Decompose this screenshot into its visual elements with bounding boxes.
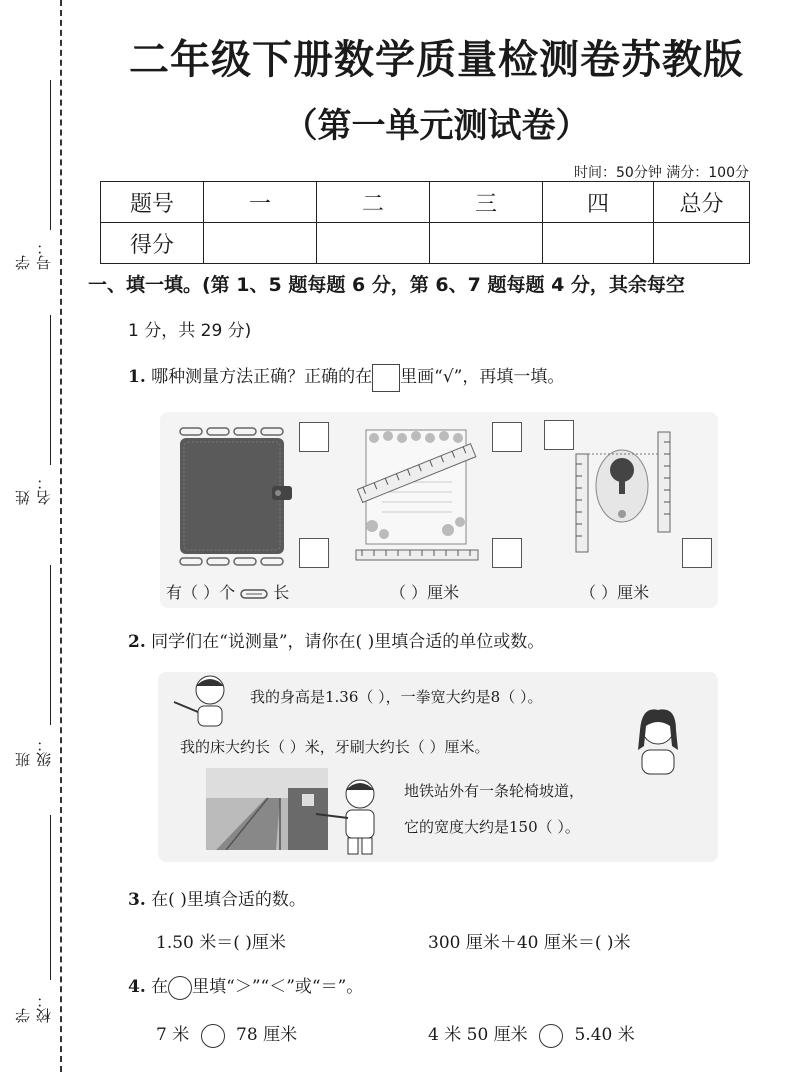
score-cell-header: 题号	[101, 182, 204, 223]
sharpener-with-rulers-image	[572, 430, 676, 554]
q2-dialogue-panel	[158, 672, 718, 862]
answer-checkbox[interactable]	[492, 538, 522, 568]
caption-text: 长	[273, 583, 290, 602]
q4-item-right: 78 厘米	[236, 1025, 298, 1045]
question-3	[128, 885, 306, 910]
caption-wallet	[166, 580, 289, 603]
school-blank[interactable]	[50, 815, 51, 980]
pointing-boy-image	[308, 776, 388, 856]
score-input-cell[interactable]	[204, 223, 317, 264]
school-label: 学校：	[14, 993, 53, 1023]
score-table	[100, 181, 750, 264]
score-input-cell[interactable]	[654, 223, 750, 264]
question-2	[128, 627, 544, 652]
score-cell-header: 二	[317, 182, 430, 223]
section-heading: 一、填一填。(第 1、5 题每题 6 分，第 6、7 题每题 4 分，其余每空	[88, 274, 685, 296]
class-blank[interactable]	[50, 565, 51, 725]
time-info: 时间：50分钟 满分：100分	[574, 165, 749, 181]
name-field	[14, 315, 52, 515]
question-text: 里画“√”，再填一填。	[400, 367, 565, 387]
circle-sample-icon	[168, 976, 192, 1000]
caption-text: 有（ ）个	[166, 583, 236, 602]
q4-item-left: 7 米	[156, 1025, 190, 1045]
score-table-score-row	[101, 223, 750, 264]
compare-circle-input[interactable]	[539, 1024, 563, 1048]
question-number: 3.	[128, 890, 146, 910]
score-cell-header: 四	[543, 182, 654, 223]
q4-item-right: 5.40 米	[574, 1025, 635, 1045]
question-number: 1.	[128, 367, 146, 387]
answer-checkbox[interactable]	[299, 422, 329, 452]
student-no-blank[interactable]	[50, 80, 51, 230]
question-number: 4.	[128, 977, 146, 997]
section-heading-continued: 1 分，共 29 分)	[128, 321, 252, 341]
class-field	[14, 565, 52, 775]
score-input-cell[interactable]	[430, 223, 543, 264]
q3-item-2: 300 厘米＋40 厘米＝( )米	[428, 933, 631, 953]
score-input-cell[interactable]	[317, 223, 430, 264]
checkbox-sample-icon	[372, 364, 400, 392]
school-field	[14, 815, 52, 1035]
notepad-with-ruler-image	[352, 426, 482, 564]
q4-item-2	[428, 1020, 635, 1048]
score-cell-header: 总分	[654, 182, 750, 223]
question-text: 同学们在“说测量”，请你在( )里填合适的单位或数。	[151, 632, 545, 652]
question-text: 里填“＞”“＜”或“＝”。	[192, 977, 364, 997]
binding-dashed-line	[60, 0, 62, 1072]
question-text: 在( )里填合适的数。	[151, 890, 306, 910]
question-4	[128, 972, 363, 1000]
boy-avatar-image	[164, 672, 234, 728]
dialogue-line-3: 地铁站外有一条轮椅坡道，	[404, 782, 585, 800]
q4-item-left: 4 米 50 厘米	[428, 1025, 528, 1045]
student-no-label: 学号：	[14, 240, 53, 270]
score-cell-header: 三	[430, 182, 543, 223]
q1-image-panel	[160, 412, 718, 608]
page-subtitle: （第一单元测试卷）	[283, 106, 590, 146]
q4-item-1	[156, 1020, 297, 1048]
q3-item-1: 1.50 米＝( )厘米	[156, 933, 286, 953]
score-row-label: 得分	[101, 223, 204, 264]
question-1	[128, 362, 564, 392]
dialogue-line-2: 我的床大约长（ ）米，牙刷大约长（ ）厘米。	[180, 738, 490, 756]
paperclip-icon	[240, 589, 268, 599]
caption-sharpener: （ ）厘米	[580, 583, 650, 602]
caption-notepad: （ ）厘米	[390, 583, 460, 602]
score-table-header-row	[101, 182, 750, 223]
answer-checkbox[interactable]	[492, 422, 522, 452]
paperclip-row-top	[180, 428, 283, 435]
question-text: 在	[151, 977, 169, 997]
dialogue-line-1: 我的身高是1.36（ ），一拳宽大约是8（ ）。	[250, 688, 543, 706]
name-blank[interactable]	[50, 315, 51, 465]
score-input-cell[interactable]	[543, 223, 654, 264]
answer-checkbox[interactable]	[544, 420, 574, 450]
wallet-with-clips-image	[174, 422, 294, 572]
class-label: 班级：	[14, 737, 53, 767]
question-number: 2.	[128, 632, 146, 652]
page-title: 二年级下册数学质量检测卷苏教版	[129, 37, 744, 83]
answer-checkbox[interactable]	[682, 538, 712, 568]
question-text: 哪种测量方法正确？正确的在	[151, 367, 373, 387]
score-cell-header: 一	[204, 182, 317, 223]
girl-avatar-image	[624, 702, 694, 776]
answer-checkbox[interactable]	[299, 538, 329, 568]
compare-circle-input[interactable]	[201, 1024, 225, 1048]
student-no-field	[14, 80, 52, 270]
dialogue-line-4: 它的宽度大约是150（ ）。	[404, 818, 580, 836]
name-label: 姓名：	[14, 475, 53, 505]
